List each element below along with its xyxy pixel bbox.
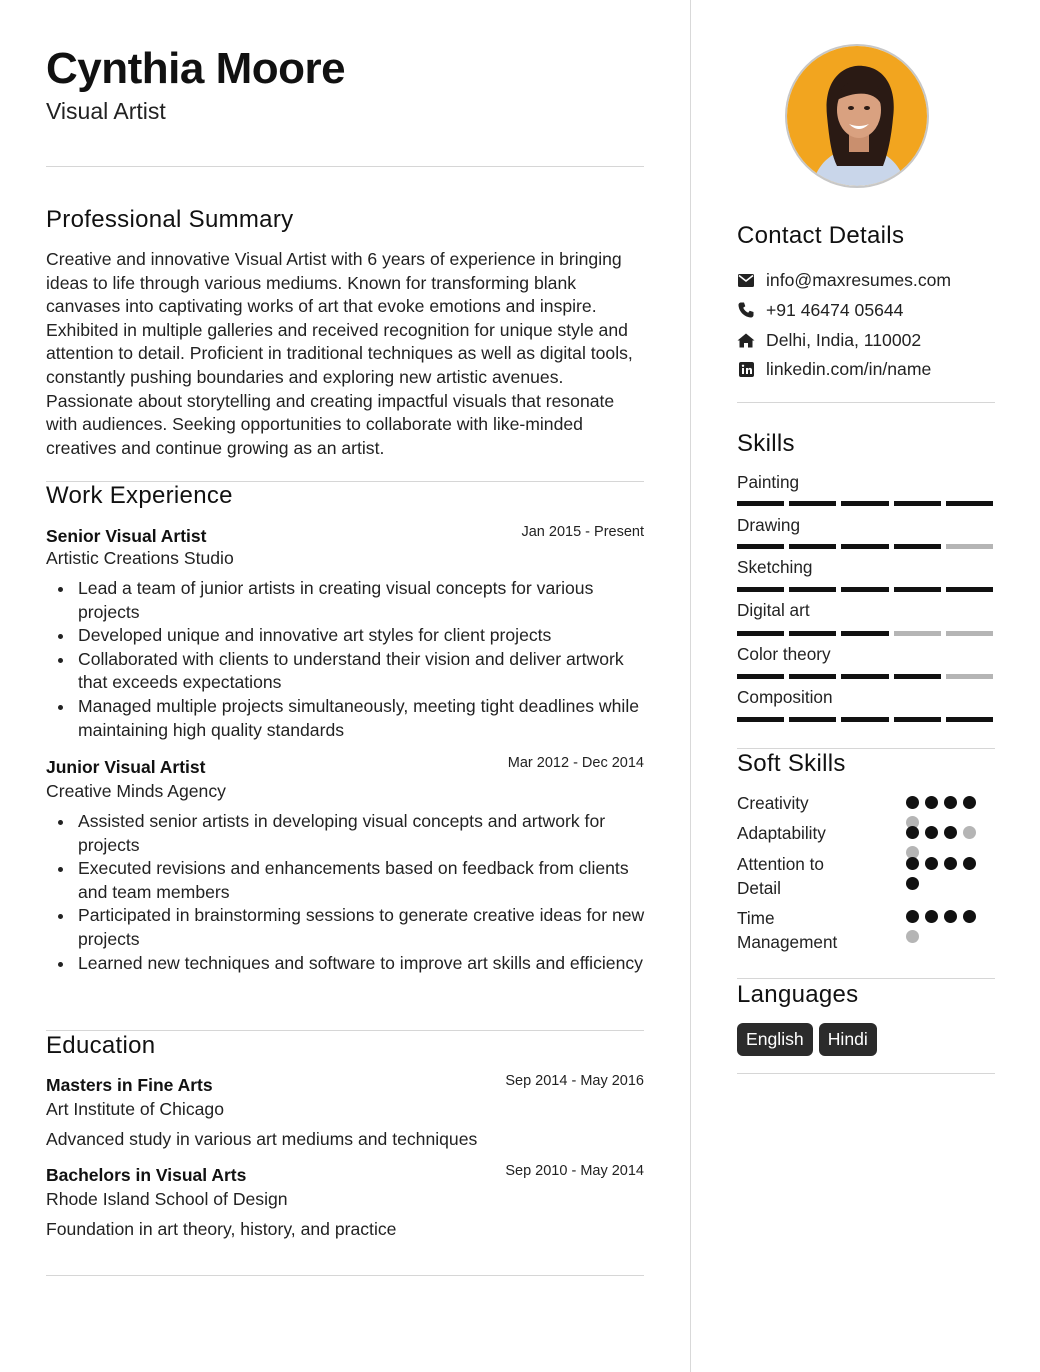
degree-title: Masters in Fine Arts (46, 1075, 213, 1095)
job-bullet: Participated in brainstorming sessions to generate creative ideas for new projects (78, 904, 648, 951)
skill-bar-segment (946, 501, 993, 506)
section-divider (737, 1073, 995, 1074)
job-company: Artistic Creations Studio (46, 548, 234, 568)
contact-email[interactable] (737, 268, 951, 292)
job-company: Creative Minds Agency (46, 781, 226, 801)
job-title: Senior Visual Artist (46, 526, 207, 546)
skill-bar-segment (894, 501, 941, 506)
skill-bar-segment (737, 717, 784, 722)
home-icon (737, 331, 755, 349)
language-list (737, 1023, 877, 1056)
skill-bar-segment (894, 544, 941, 549)
skill-bar-segment (894, 631, 941, 636)
soft-skill-label: Time Management (737, 908, 838, 952)
skill-bar-segment (737, 544, 784, 549)
rating-dot (944, 826, 957, 839)
skill-bar-segment (737, 501, 784, 506)
skill-bar (737, 631, 993, 636)
contact-text: linkedin.com/in/name (766, 358, 932, 379)
soft-skill-rating (906, 826, 982, 859)
education-date: Sep 2010 - May 2014 (505, 1163, 644, 1179)
skill-bar-segment (789, 501, 836, 506)
rating-dot (925, 910, 938, 923)
rating-dot (906, 796, 919, 809)
skill-bar-segment (946, 631, 993, 636)
rating-dot (925, 796, 938, 809)
skill-bar-segment (737, 587, 784, 592)
skill-bar-segment (894, 717, 941, 722)
contact-linkedin[interactable] (737, 357, 931, 381)
soft-skill-rating (906, 857, 982, 890)
candidate-role: Visual Artist (46, 98, 166, 124)
degree-title: Bachelors in Visual Arts (46, 1165, 247, 1185)
skill-bar-segment (946, 674, 993, 679)
contact-heading: Contact Details (737, 222, 905, 249)
job-bullet: Learned new techniques and software to improve art skills and efficiency (78, 952, 648, 976)
skill-bar-segment (841, 674, 888, 679)
rating-dot (963, 826, 976, 839)
school-name: Art Institute of Chicago (46, 1099, 224, 1119)
skill-bar-segment (737, 631, 784, 636)
rating-dot (963, 910, 976, 923)
soft-skill-rating (906, 796, 982, 829)
job-title: Junior Visual Artist (46, 757, 206, 777)
skills-heading: Skills (737, 430, 795, 457)
header-divider (46, 166, 644, 167)
education-heading: Education (46, 1032, 156, 1059)
rating-dot (944, 857, 957, 870)
rating-dot (925, 826, 938, 839)
skill-bar (737, 674, 993, 679)
job-bullet: Collaborated with clients to understand their vision and deliver artwork that exceeds expectations (78, 648, 648, 695)
section-divider (46, 1275, 644, 1276)
soft-skill-rating (906, 910, 982, 943)
rating-dot (906, 826, 919, 839)
rating-dot (944, 796, 957, 809)
skill-bar-segment (946, 587, 993, 592)
education-desc: Foundation in art theory, history, and practice (46, 1219, 397, 1239)
skill-label: Drawing (737, 515, 801, 535)
school-name: Rhode Island School of Design (46, 1189, 288, 1209)
contact-address (737, 328, 921, 352)
envelope-icon (737, 271, 755, 289)
phone-icon (737, 301, 755, 319)
soft-skill-label: Creativity (737, 793, 809, 813)
contact-text: +91 46474 05644 (766, 299, 904, 320)
rating-dot (963, 796, 976, 809)
linkedin-icon (737, 360, 755, 378)
skill-bar-segment (789, 717, 836, 722)
rating-dot (906, 930, 919, 943)
skill-bar-segment (789, 544, 836, 549)
education-date: Sep 2014 - May 2016 (505, 1073, 644, 1089)
experience-heading: Work Experience (46, 482, 233, 509)
language-badge: English (737, 1023, 813, 1056)
skill-bar (737, 501, 993, 506)
job-bullets (78, 577, 648, 742)
section-divider (46, 1030, 644, 1031)
soft-skill-label: Adaptability (737, 823, 826, 843)
skill-bar-segment (841, 501, 888, 506)
education-desc: Advanced study in various art mediums and techniques (46, 1129, 478, 1149)
soft-skill-label: Attention to Detail (737, 854, 824, 898)
job-bullet: Lead a team of junior artists in creating visual concepts for various projects (78, 577, 648, 624)
skill-bar (737, 717, 993, 722)
skill-label: Composition (737, 687, 833, 707)
skill-bar-segment (737, 674, 784, 679)
skill-bar-segment (789, 631, 836, 636)
summary-heading: Professional Summary (46, 206, 294, 233)
job-bullet: Assisted senior artists in developing visual concepts and artwork for projects (78, 810, 648, 857)
candidate-name: Cynthia Moore (46, 44, 346, 93)
summary-text: Creative and innovative Visual Artist with 6 years of experience in bringing ideas to life through various mediums. Known for transforming blank canvases into captivating works of art that evoke emotions and inspire. Exhibited in multiple galleries and received recognition for unique style and attention to detail. Proficient in traditional techniques as well as digital tools, constantly pushing boundaries and exploring new artistic avenues. Passionate about storytelling and creating impactful visuals that resonate with audiences. Seeking opportunities to collaborate with like-minded creatives and continue growing as an artist. (46, 249, 633, 458)
job-bullet: Managed multiple projects simultaneously, meeting tight deadlines while maintaining high quality standards (78, 695, 648, 742)
profile-photo (785, 44, 929, 188)
job-bullet: Developed unique and innovative art styles for client projects (78, 624, 648, 648)
contact-phone[interactable] (737, 298, 903, 322)
rating-dot (963, 857, 976, 870)
rating-dot (925, 857, 938, 870)
rating-dot (944, 910, 957, 923)
skill-bar-segment (841, 631, 888, 636)
skill-bar (737, 587, 993, 592)
job-bullets (78, 810, 648, 975)
skill-bar-segment (946, 544, 993, 549)
skill-label: Painting (737, 472, 800, 492)
skill-bar-segment (841, 587, 888, 592)
skill-label: Sketching (737, 557, 813, 577)
skill-bar-segment (789, 587, 836, 592)
languages-heading: Languages (737, 981, 859, 1008)
job-date: Mar 2012 - Dec 2014 (507, 755, 644, 771)
rating-dot (906, 877, 919, 890)
skill-bar-segment (841, 544, 888, 549)
job-date: Jan 2015 - Present (521, 524, 644, 540)
section-divider (737, 978, 995, 979)
skill-label: Digital art (737, 600, 810, 620)
skill-bar-segment (841, 717, 888, 722)
section-divider (737, 402, 995, 403)
rating-dot (906, 857, 919, 870)
language-badge: Hindi (819, 1023, 877, 1056)
skill-bar-segment (946, 717, 993, 722)
skill-bar-segment (894, 674, 941, 679)
section-divider (737, 748, 995, 749)
contact-text: info@maxresumes.com (766, 269, 952, 290)
soft-skills-heading: Soft Skills (737, 750, 846, 777)
contact-text: Delhi, India, 110002 (766, 329, 922, 350)
job-bullet: Executed revisions and enhancements based on feedback from clients and team members (78, 857, 648, 904)
skill-label: Color theory (737, 644, 831, 664)
skill-bar (737, 544, 993, 549)
column-divider (690, 0, 691, 1372)
skill-bar-segment (894, 587, 941, 592)
skill-bar-segment (789, 674, 836, 679)
rating-dot (906, 910, 919, 923)
